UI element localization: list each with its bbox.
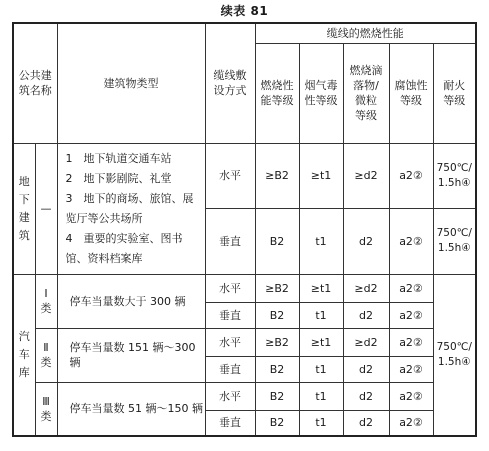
cell-toxicity: t1 xyxy=(299,208,343,274)
cell-fire-resistance: 750℃/ 1.5h④ xyxy=(433,143,476,208)
cell-laying: 水平 xyxy=(205,328,255,356)
cell-droplets: d2 xyxy=(343,302,389,328)
underground-building-list xyxy=(57,143,205,274)
cell-corrosion: a2② xyxy=(389,328,433,356)
cell-corrosion: a2② xyxy=(389,302,433,328)
cell-fire-resistance: 750℃/ 1.5h④ xyxy=(433,208,476,274)
cell-toxicity: t1 xyxy=(299,356,343,382)
header-category: 公共建 筑名称 xyxy=(13,23,57,143)
header-group: 缆线的燃烧性能 xyxy=(255,23,476,43)
header-flammability: 燃烧性 能等级 xyxy=(255,43,299,143)
cell-flammability: B2 xyxy=(255,302,299,328)
cell-laying: 水平 xyxy=(205,143,255,208)
cell-toxicity: t1 xyxy=(299,382,343,410)
cell-droplets: ≥d2 xyxy=(343,143,389,208)
header-building-type: 建筑物类型 xyxy=(57,23,205,143)
cell-flammability: ≥B2 xyxy=(255,143,299,208)
cell-corrosion: a2② xyxy=(389,274,433,302)
cell-corrosion: a2② xyxy=(389,382,433,410)
cell-flammability: ≥B2 xyxy=(255,274,299,302)
list-item: 4 重要的实验室、图书馆、资料档案库 xyxy=(65,231,183,265)
cell-toxicity: ≥t1 xyxy=(299,274,343,302)
category-underground: 地 下 建 筑 xyxy=(13,143,35,274)
cell-laying: 水平 xyxy=(205,274,255,302)
cell-droplets: d2 xyxy=(343,356,389,382)
cell-droplets: ≥d2 xyxy=(343,274,389,302)
garage-class: Ⅰ 类 xyxy=(35,274,57,328)
cell-flammability: B2 xyxy=(255,208,299,274)
cell-flammability: B2 xyxy=(255,356,299,382)
cell-toxicity: ≥t1 xyxy=(299,143,343,208)
cell-flammability: B2 xyxy=(255,410,299,436)
cell-corrosion: a2② xyxy=(389,410,433,436)
header-corrosion: 腐蚀性 等级 xyxy=(389,43,433,143)
cell-droplets: d2 xyxy=(343,208,389,274)
cell-toxicity: t1 xyxy=(299,302,343,328)
subcategory-underground: — xyxy=(35,143,57,274)
garage-class-desc: 停车当量数 51 辆～150 辆 xyxy=(57,382,205,436)
category-garage: 汽 车 库 xyxy=(13,274,35,436)
list-item: 2 地下影剧院、礼堂 xyxy=(65,171,172,185)
cell-laying: 垂直 xyxy=(205,356,255,382)
garage-class: Ⅲ 类 xyxy=(35,382,57,436)
cell-laying: 垂直 xyxy=(205,302,255,328)
table-title: 续表 81 xyxy=(220,4,269,18)
cell-fire-resistance: 750℃/ 1.5h④ xyxy=(433,274,476,436)
cell-laying: 水平 xyxy=(205,382,255,410)
cell-flammability: B2 xyxy=(255,382,299,410)
cell-droplets: d2 xyxy=(343,382,389,410)
cell-laying: 垂直 xyxy=(205,208,255,274)
cell-flammability: ≥B2 xyxy=(255,328,299,356)
header-laying: 缆线敷 设方式 xyxy=(205,23,255,143)
header-droplets: 燃烧滴 落物/ 微粒 等级 xyxy=(343,43,389,143)
header-fire-resistance: 耐火 等级 xyxy=(433,43,476,143)
garage-class-desc: 停车当量数大于 300 辆 xyxy=(57,274,205,328)
cell-toxicity: ≥t1 xyxy=(299,328,343,356)
cable-fire-performance-table xyxy=(12,22,477,437)
cell-corrosion: a2② xyxy=(389,356,433,382)
cell-droplets: ≥d2 xyxy=(343,328,389,356)
list-item: 1 地下轨道交通车站 xyxy=(65,151,172,165)
cell-toxicity: t1 xyxy=(299,410,343,436)
cell-laying: 垂直 xyxy=(205,410,255,436)
cell-droplets: d2 xyxy=(343,410,389,436)
cell-corrosion: a2② xyxy=(389,143,433,208)
garage-class-desc: 停车当量数 151 辆～300 辆 xyxy=(57,328,205,382)
cell-corrosion: a2② xyxy=(389,208,433,274)
header-toxicity: 烟气毒 性等级 xyxy=(299,43,343,143)
list-item: 3 地下的商场、旅馆、展览厅等公共场所 xyxy=(65,191,194,225)
garage-class: Ⅱ 类 xyxy=(35,328,57,382)
